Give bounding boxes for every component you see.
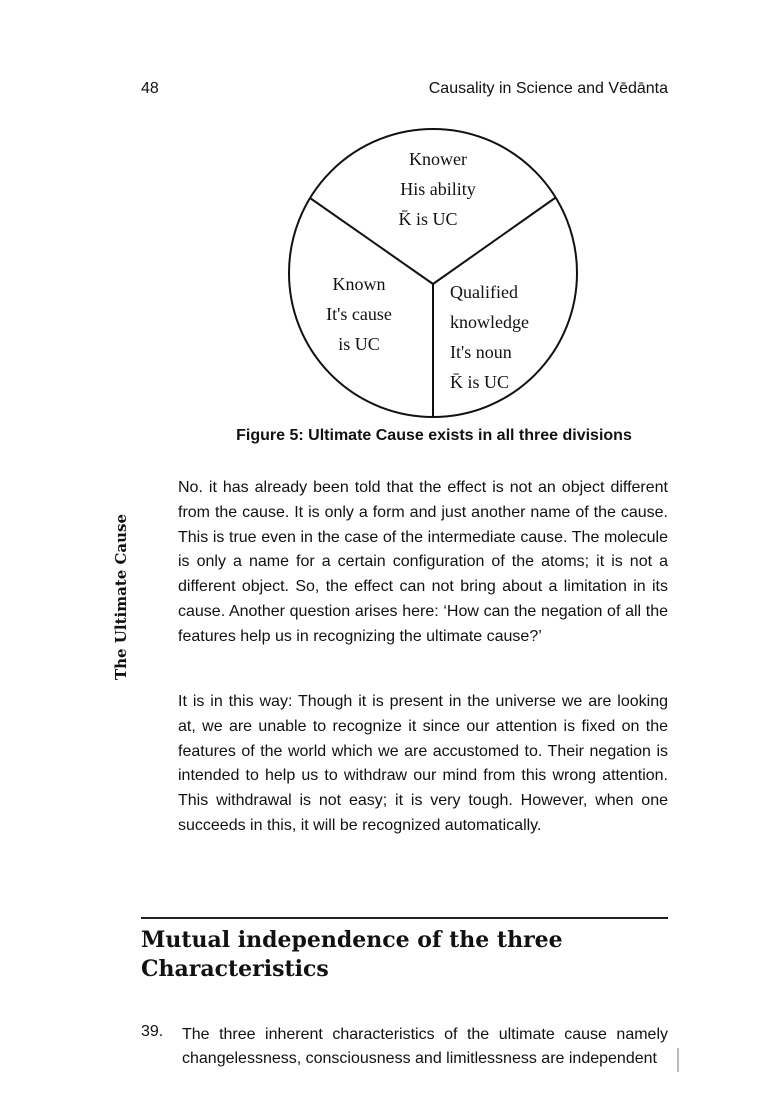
top-line-2: His ability <box>400 179 476 199</box>
right-line-4: K̄ is UC <box>450 372 510 392</box>
three-divisions-diagram <box>285 128 581 418</box>
section-heading-line-2: Characteristics <box>141 956 329 982</box>
side-tab-label: The Ultimate Cause <box>112 513 130 681</box>
page-number: 48 <box>141 80 159 97</box>
item-number: 39. <box>141 1023 164 1040</box>
right-line-3: It's noun <box>450 342 512 362</box>
right-line-2: knowledge <box>450 312 529 332</box>
left-line-3: is UC <box>338 334 380 354</box>
section-heading <box>141 926 661 984</box>
top-line-1: Knower <box>409 149 467 169</box>
paragraph-1: No. it has already been told that the effect is not an object different from the cause. It is only a form and just another name of the cause. This is true even in the case of the intermediate cause. The molecule is only a name for a certain configuration of the atoms; it is not a different object. So, the effect can not bring about a limitation in its cause. Another question arises here: ‘How can the negation of all the features help us in recognizing the ultimate cause?’ <box>178 479 668 645</box>
paragraph-2: It is in this way: Though it is present in the universe we are looking at, we are unable to recognize it since our attention is fixed on the features of the world which we are accustomed to. Their negation is intended to help us to withdraw our mind from this wrong attention. This withdrawal is not easy; it is very tough. However, when one succeeds in this, it will be recognized automatically. <box>178 693 668 834</box>
figure-caption: Figure 5: Ultimate Cause exists in all three divisions <box>236 427 632 444</box>
running-title: Causality in Science and Vēdānta <box>428 80 668 97</box>
left-line-1: Known <box>332 274 386 294</box>
right-line-1: Qualified <box>450 282 518 302</box>
left-line-2: It's cause <box>326 304 392 324</box>
section-heading-line-1: Mutual independence of the three <box>141 927 563 953</box>
section-divider <box>141 917 668 919</box>
top-line-3: K̄ is UC <box>398 209 458 229</box>
page-edge-mark <box>677 1048 679 1072</box>
item-text: The three inherent characteristics of the ultimate cause namely changelessness, consciousness and limitlessness are independent <box>182 1026 668 1067</box>
